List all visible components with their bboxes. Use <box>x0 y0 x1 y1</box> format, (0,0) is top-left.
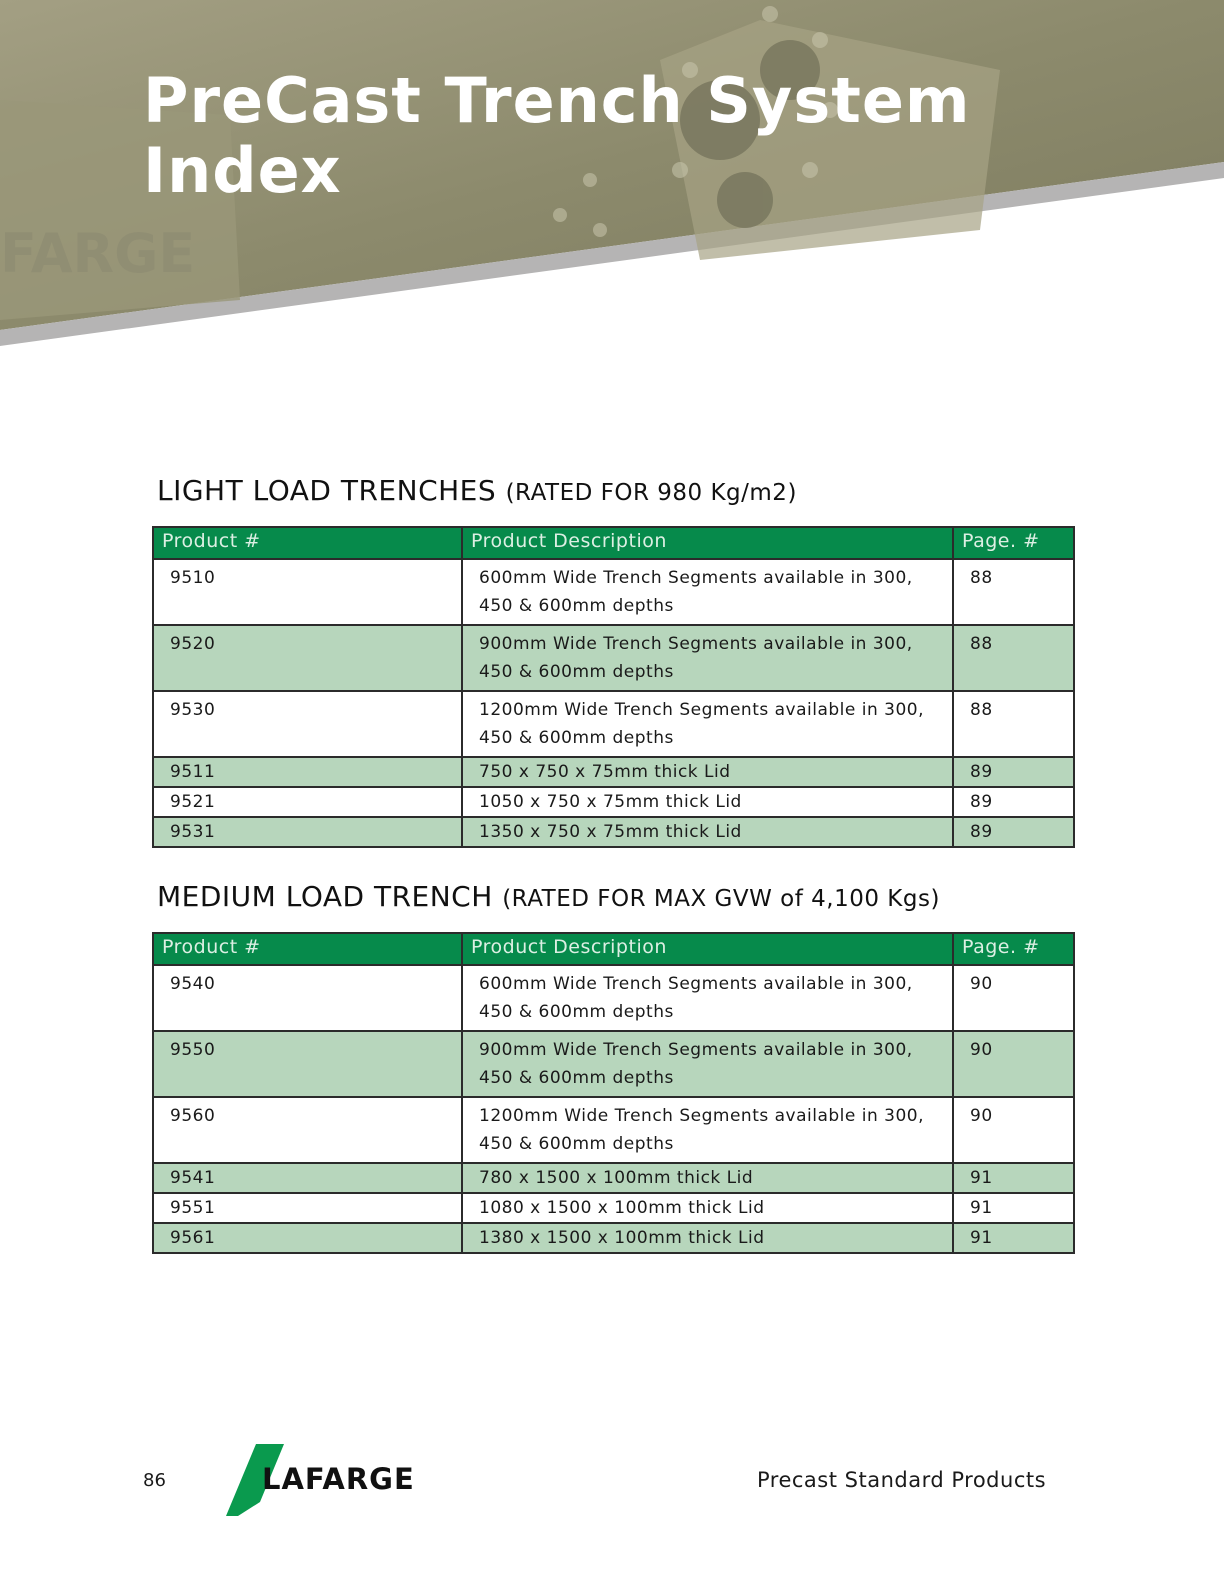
product-description: 1080 x 1500 x 100mm thick Lid <box>462 1193 953 1223</box>
page-number: 91 <box>953 1163 1074 1193</box>
product-description: 1050 x 750 x 75mm thick Lid <box>462 787 953 817</box>
table-row <box>153 1223 1074 1253</box>
product-number: 9510 <box>153 559 462 625</box>
product-description: 900mm Wide Trench Segments available in 300, 450 & 600mm depths <box>462 625 953 691</box>
photo-watermark-text: FARGE <box>0 222 196 285</box>
footer-publication-title: Precast Standard Products <box>757 1468 1047 1492</box>
page-number: 90 <box>953 965 1074 1031</box>
light-load-title: LIGHT LOAD TRENCHES <box>157 474 497 507</box>
table-row <box>153 965 1074 1031</box>
light-load-table <box>152 526 1075 848</box>
title-line-2: Index <box>143 134 342 207</box>
product-description: 900mm Wide Trench Segments available in 300, 450 & 600mm depths <box>462 1031 953 1097</box>
column-header-description: Product Description <box>462 527 953 559</box>
product-number: 9551 <box>153 1193 462 1223</box>
page-number: 89 <box>953 817 1074 847</box>
page-number: 89 <box>953 787 1074 817</box>
light-load-heading <box>157 474 797 507</box>
logo-text: LAFARGE <box>262 1462 415 1496</box>
page-number: 88 <box>953 625 1074 691</box>
product-description: 1380 x 1500 x 100mm thick Lid <box>462 1223 953 1253</box>
column-header-description: Product Description <box>462 933 953 965</box>
lafarge-logo <box>226 1444 441 1516</box>
page-title <box>143 66 971 206</box>
product-number: 9530 <box>153 691 462 757</box>
table-header-row <box>153 933 1074 965</box>
product-description: 1350 x 750 x 75mm thick Lid <box>462 817 953 847</box>
table-row <box>153 757 1074 787</box>
medium-load-rating: (RATED FOR MAX GVW of 4,100 Kgs) <box>502 886 940 912</box>
table-row <box>153 559 1074 625</box>
product-number: 9541 <box>153 1163 462 1193</box>
product-number: 9550 <box>153 1031 462 1097</box>
medium-load-table <box>152 932 1075 1254</box>
footer-page-number: 86 <box>143 1470 166 1491</box>
product-number: 9561 <box>153 1223 462 1253</box>
product-description: 780 x 1500 x 100mm thick Lid <box>462 1163 953 1193</box>
page-number: 90 <box>953 1031 1074 1097</box>
table-row <box>153 787 1074 817</box>
medium-load-heading <box>157 880 940 913</box>
column-header-page: Page. # <box>953 933 1074 965</box>
column-header-product: Product # <box>153 933 462 965</box>
product-description: 600mm Wide Trench Segments available in 300, 450 & 600mm depths <box>462 559 953 625</box>
product-number: 9560 <box>153 1097 462 1163</box>
page-number: 89 <box>953 757 1074 787</box>
page-number: 90 <box>953 1097 1074 1163</box>
table-row <box>153 817 1074 847</box>
table-header-row <box>153 527 1074 559</box>
table-row <box>153 1163 1074 1193</box>
column-header-product: Product # <box>153 527 462 559</box>
page-number: 88 <box>953 559 1074 625</box>
title-line-1: PreCast Trench System <box>143 64 971 137</box>
table-row <box>153 625 1074 691</box>
page-number: 88 <box>953 691 1074 757</box>
header-banner <box>0 0 1224 350</box>
page-number: 91 <box>953 1193 1074 1223</box>
column-header-page: Page. # <box>953 527 1074 559</box>
product-number: 9531 <box>153 817 462 847</box>
product-number: 9511 <box>153 757 462 787</box>
light-load-rating: (RATED FOR 980 Kg/m2) <box>505 480 797 506</box>
product-number: 9520 <box>153 625 462 691</box>
table-row <box>153 1193 1074 1223</box>
product-description: 1200mm Wide Trench Segments available in 300, 450 & 600mm depths <box>462 691 953 757</box>
table-row <box>153 691 1074 757</box>
table-row <box>153 1031 1074 1097</box>
product-description: 600mm Wide Trench Segments available in 300, 450 & 600mm depths <box>462 965 953 1031</box>
product-number: 9540 <box>153 965 462 1031</box>
table-row <box>153 1097 1074 1163</box>
medium-load-title: MEDIUM LOAD TRENCH <box>157 880 493 913</box>
product-description: 750 x 750 x 75mm thick Lid <box>462 757 953 787</box>
page-number: 91 <box>953 1223 1074 1253</box>
product-number: 9521 <box>153 787 462 817</box>
product-description: 1200mm Wide Trench Segments available in 300, 450 & 600mm depths <box>462 1097 953 1163</box>
